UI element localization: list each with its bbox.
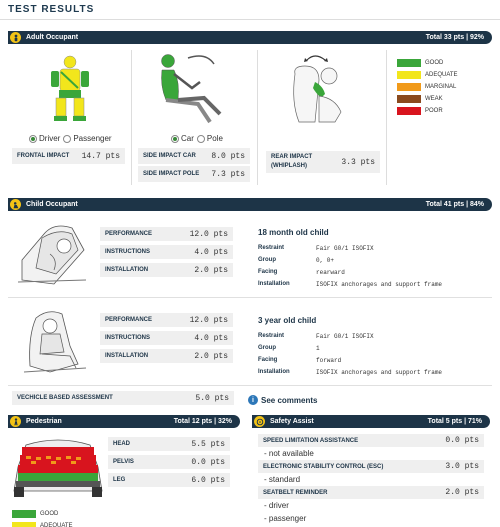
child2-info (258, 316, 478, 378)
see-comments-link[interactable] (248, 395, 317, 405)
safety-assist-header (252, 415, 490, 428)
page-title: TEST RESULTS (8, 4, 95, 15)
child1-facing-row (258, 266, 478, 278)
child-occupant-title: Child Occupant (26, 201, 78, 208)
rear-impact-label-line1: REAR IMPACT (271, 154, 313, 160)
legend-poor (397, 105, 458, 117)
legend-marginal (397, 81, 458, 93)
rear-impact-score (266, 151, 380, 173)
child1-installation-score (100, 263, 233, 277)
info-value: ISOFIX anchorages and support frame (316, 368, 443, 376)
seatbelt-reminder-score (258, 486, 484, 499)
vehicle-based-assessment-value: 5.0 pts (195, 393, 229, 403)
esc-note: - standard (264, 475, 301, 484)
child1-instructions-score (100, 245, 233, 259)
rear-impact-label (271, 153, 312, 171)
info-value: Fair G0/1 ISOFIX (316, 332, 374, 340)
esc-value: 3.0 pts (445, 462, 479, 471)
pedestrian-head-value: 5.5 pts (191, 439, 225, 449)
info-key: Installation (258, 369, 290, 375)
pedestrian-leg-label: LEG (113, 477, 126, 483)
title-divider (0, 19, 500, 20)
legend-swatch (397, 83, 421, 91)
legend-label: WEAK (425, 96, 443, 102)
child-divider (8, 385, 492, 386)
child2-performance-score (100, 313, 233, 327)
speed-limitation-score (258, 434, 484, 447)
driver-radio-label: Driver (39, 134, 61, 143)
legend-swatch (12, 522, 36, 527)
legend-label: GOOD (425, 60, 444, 66)
info-key: Restraint (258, 245, 285, 251)
pedestrian-icon (10, 416, 21, 427)
child2-instructions-score (100, 331, 233, 345)
child1-installation-row (258, 278, 478, 290)
pedestrian-title: Pedestrian (26, 418, 62, 425)
driver-radio[interactable] (29, 135, 37, 143)
info-value: forward (316, 356, 342, 364)
safety-assist-total: Total 5 pts | 71% (427, 418, 482, 425)
info-key: Group (258, 257, 276, 263)
rating-legend (397, 57, 458, 117)
child1-performance-label: PERFORMANCE (105, 231, 153, 237)
vehicle-based-assessment-score (12, 391, 234, 405)
pedestrian-pelvis-value: 0.0 pts (191, 457, 225, 467)
frontal-impact-score (12, 148, 125, 164)
side-impact-car-score (138, 148, 250, 164)
legend-label: MARGINAL (425, 84, 457, 90)
pole-radio-label: Pole (206, 134, 223, 143)
child2-restraint-row (258, 330, 478, 342)
child2-instructions-label: INSTRUCTIONS (105, 335, 150, 341)
legend-weak (397, 93, 458, 105)
info-value: Fair G0/1 ISOFIX (316, 244, 374, 252)
speed-limitation-value: 0.0 pts (445, 436, 479, 445)
child-occupant-header (8, 198, 492, 211)
side-impact-pole-label: SIDE IMPACT POLE (143, 171, 200, 177)
legend-swatch (397, 107, 421, 115)
info-key: Facing (258, 269, 278, 275)
child1-instructions-label: INSTRUCTIONS (105, 249, 150, 255)
seatbelt-reminder-value: 2.0 pts (445, 488, 479, 497)
side-dummy-figure (148, 52, 233, 127)
side-impact-pole-value: 7.3 pts (211, 169, 245, 179)
safety-assist-title: Safety Assist (270, 418, 314, 425)
pedestrian-pelvis-label: PELVIS (113, 459, 134, 465)
legend-label: ADEQUATE (40, 523, 73, 527)
legend-adequate (12, 520, 73, 527)
safety-assist-icon (254, 416, 265, 427)
info-icon: i (248, 395, 258, 405)
legend-label: POOR (425, 108, 443, 114)
child2-facing-row (258, 354, 478, 366)
legend-adequate (397, 69, 458, 81)
adult-occupant-title: Adult Occupant (26, 34, 79, 41)
pedestrian-leg-score (108, 473, 230, 487)
child2-installation-label: INSTALLATION (105, 353, 149, 359)
child1-performance-score (100, 227, 233, 241)
child2-installation-score (100, 349, 233, 363)
info-key: Installation (258, 281, 290, 287)
car-radio[interactable] (171, 135, 179, 143)
seatbelt-reminder-label: SEATBELT REMINDER (263, 489, 328, 496)
passenger-radio[interactable] (63, 135, 71, 143)
legend-swatch (12, 510, 36, 518)
side-impact-car-value: 8.0 pts (211, 151, 245, 161)
seatbelt-reminder-note-driver: - driver (264, 501, 289, 510)
legend-swatch (397, 71, 421, 79)
info-value: ISOFIX anchorages and support frame (316, 280, 443, 288)
child1-info (258, 228, 478, 290)
vehicle-based-assessment-label: VECHICLE BASED ASSESSMENT (17, 395, 113, 401)
adult-occupant-total: Total 33 pts | 92% (425, 34, 484, 41)
info-value: rearward (316, 268, 345, 276)
rear-impact-label-line2: (WHIPLASH) (271, 163, 307, 169)
child-occupant-icon (10, 199, 21, 210)
pedestrian-car-front-image (12, 433, 104, 501)
legend-label: GOOD (40, 511, 59, 517)
pedestrian-total: Total 12 pts | 32% (173, 418, 232, 425)
side-impact-car-label: SIDE IMPACT CAR (143, 153, 196, 159)
legend-swatch (397, 95, 421, 103)
side-impact-pole-score (138, 166, 250, 182)
info-key: Group (258, 345, 276, 351)
adult-occupant-icon (10, 32, 21, 43)
forward-child-seat-image (20, 306, 90, 376)
child2-performance-label: PERFORMANCE (105, 317, 153, 323)
car-radio-label: Car (181, 134, 194, 143)
legend-good (397, 57, 458, 69)
passenger-radio-label: Passenger (73, 134, 112, 143)
pole-radio[interactable] (197, 135, 205, 143)
speed-limitation-label: SPEED LIMITATION ASSISTANCE (263, 437, 359, 444)
pedestrian-pelvis-score (108, 455, 230, 469)
child-divider (8, 297, 492, 298)
child1-performance-value: 12.0 pts (189, 229, 228, 239)
info-value: 0, 0+ (316, 256, 335, 264)
child2-title: 3 year old child (258, 316, 317, 325)
child1-group-row (258, 254, 478, 266)
child2-performance-value: 12.0 pts (189, 315, 228, 325)
legend-swatch (397, 59, 421, 67)
esc-score (258, 460, 484, 473)
child-occupant-total: Total 41 pts | 84% (425, 201, 484, 208)
pedestrian-leg-value: 6.0 pts (191, 475, 225, 485)
whiplash-seat-figure (285, 52, 350, 127)
rear-impact-value: 3.3 pts (341, 157, 375, 167)
child1-title: 18 month old child (258, 228, 329, 237)
legend-good (12, 508, 73, 520)
info-key: Facing (258, 357, 278, 363)
seatbelt-reminder-note-passenger: - passenger (264, 514, 307, 523)
occupant-radio-group (26, 134, 112, 143)
frontal-dummy-figure (45, 54, 95, 124)
child2-installation-row (258, 366, 478, 378)
child1-installation-value: 2.0 pts (194, 265, 228, 275)
child2-instructions-value: 4.0 pts (194, 333, 228, 343)
child1-instructions-value: 4.0 pts (194, 247, 228, 257)
column-divider (131, 50, 132, 185)
pedestrian-header (8, 415, 240, 428)
column-divider (386, 50, 387, 185)
impact-type-radio-group (168, 134, 223, 143)
speed-limitation-note: - not available (264, 449, 314, 458)
adult-occupant-header (8, 31, 492, 44)
info-key: Restraint (258, 333, 285, 339)
child2-installation-value: 2.0 pts (194, 351, 228, 361)
frontal-impact-label: FRONTAL IMPACT (17, 153, 70, 159)
column-divider (257, 50, 258, 185)
pedestrian-rating-legend (12, 508, 73, 527)
esc-label: ELECTRONIC STABILITY CONTROL (ESC) (263, 463, 384, 470)
see-comments-label: See comments (261, 395, 318, 405)
info-value: 1 (316, 344, 320, 352)
frontal-impact-value: 14.7 pts (81, 151, 120, 161)
child1-installation-label: INSTALLATION (105, 267, 149, 273)
child2-group-row (258, 342, 478, 354)
pedestrian-head-score (108, 437, 230, 451)
legend-label: ADEQUATE (425, 72, 458, 78)
rearward-child-seat-image (14, 220, 92, 288)
child1-restraint-row (258, 242, 478, 254)
pedestrian-head-label: HEAD (113, 441, 131, 447)
